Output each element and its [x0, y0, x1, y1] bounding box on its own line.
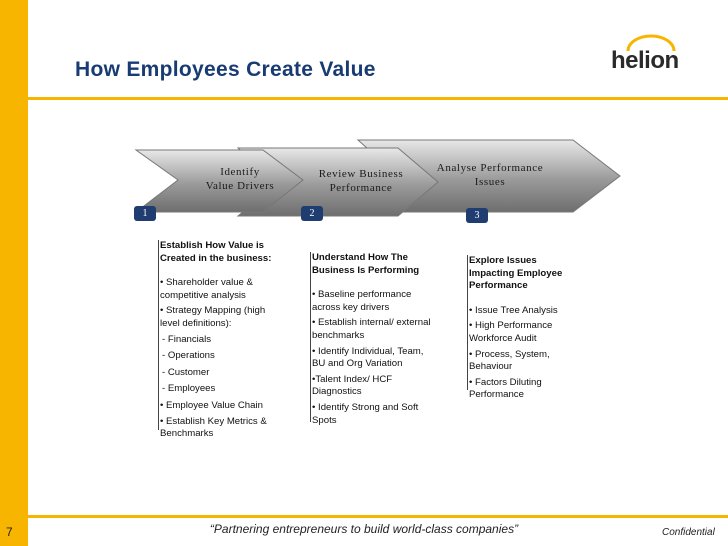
sub-list-item: - Operations — [162, 350, 215, 362]
step-2-heading: Understand How The Business Is Performing — [312, 252, 420, 276]
column-divider — [158, 240, 159, 430]
footer-divider — [28, 515, 728, 518]
page-title: How Employees Create Value — [75, 58, 376, 81]
logo-text: helion — [611, 47, 679, 74]
bullet-list-item: • Process, System, Behaviour — [469, 348, 550, 373]
step-3-heading: Explore Issues Impacting Employee Performance — [469, 255, 563, 292]
bullet-list-item: • Baseline performance across key drivers — [312, 289, 412, 313]
arrow-label-2: Review Business Performance — [318, 168, 404, 194]
arrow-label-1: Identify Value Drivers — [205, 166, 275, 192]
left-accent-bar — [0, 0, 28, 546]
bullet-list-item: • Shareholder value & competitive analysis — [160, 277, 253, 301]
page-number: 7 — [6, 525, 13, 539]
step-badge-2: 2 — [301, 206, 323, 221]
step-3-details — [469, 255, 579, 405]
step-badge-3: 3 — [466, 208, 488, 223]
bullet-list-item: •Talent Index/ HCF Diagnostics — [312, 373, 393, 398]
bullet-list-item: • High Performance Workforce Audit — [469, 320, 553, 344]
bullet-list-item: • Establish Key Metrics & Benchmarks — [160, 415, 267, 440]
sub-list-item: - Customer — [162, 366, 210, 378]
sub-list-item: - Financials — [162, 333, 212, 345]
bullet-list-item: • Strategy Mapping (high level definitions): — [160, 305, 266, 329]
header-divider — [28, 97, 728, 100]
column-divider — [310, 252, 311, 422]
step-badge-1: 1 — [134, 206, 156, 221]
step-1-details — [160, 240, 280, 444]
step-1-heading: Establish How Value is Created in the business: — [160, 240, 272, 264]
bullet-list-item: • Employee Value Chain — [160, 399, 263, 411]
step-2-details — [312, 252, 432, 430]
bullet-list-item: • Factors Diluting Performance — [469, 376, 542, 401]
sub-list-item: - Employees — [162, 383, 216, 395]
bullet-list-item: • Identify Individual, Team, BU and Org Variation — [312, 345, 424, 370]
bullet-list-item: • Issue Tree Analysis — [469, 304, 558, 316]
bullet-list-item: • Identify Strong and Soft Spots — [312, 401, 419, 426]
footer-tagline: “Partnering entrepreneurs to build world-class companies” — [209, 522, 519, 536]
column-divider — [467, 255, 468, 390]
confidential-label: Confidential — [662, 527, 715, 538]
arrow-label-3: Analyse Performance Issues — [436, 162, 544, 188]
bullet-list-item: • Establish internal/ external benchmarks — [312, 317, 431, 341]
